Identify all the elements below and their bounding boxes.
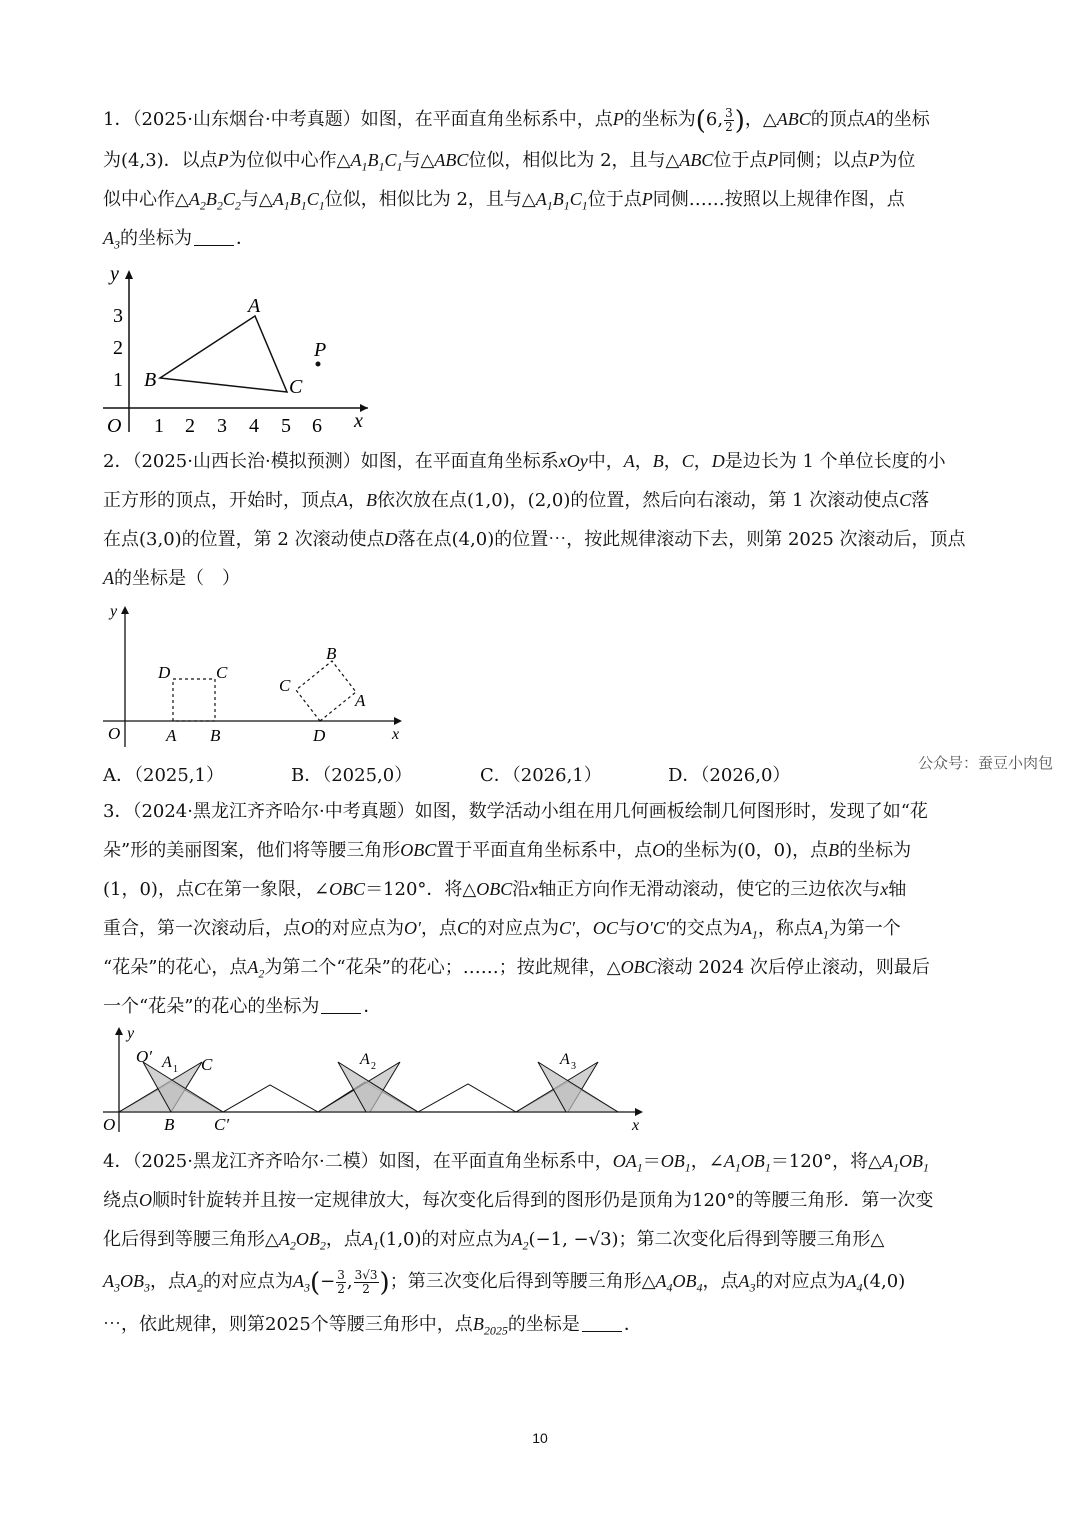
svg-text:A: A: [560, 1051, 570, 1068]
fraction: $\frac{3}{2}$: [725, 105, 733, 134]
svg-text:x: x: [354, 410, 363, 432]
svg-text:1: 1: [154, 415, 164, 437]
flower-3: [516, 1062, 618, 1112]
svg-text:A: A: [248, 295, 261, 317]
figure-q2-rolling-square: [98, 602, 418, 752]
option-b[interactable]: B．（2025,0）: [291, 765, 413, 786]
svg-text:B: B: [210, 726, 221, 745]
answer-blank[interactable]: [321, 997, 361, 1014]
svg-text:C: C: [216, 663, 228, 682]
svg-text:y: y: [110, 603, 118, 620]
svg-text:C: C: [289, 376, 303, 398]
question-1: 1．（2025·山东烟台·中考真题）如图，在平面直角坐标系中，点P的坐标为(6, $\frac{3}{2}$ )，△ABC的顶点A的坐标 为(4,3)．以点P为位似中心作$\triangle A_1B_1C_1$与△ABC位似，相似比为 2，且与△ABC位于点P同侧；以点P为位 似中心作$\triangle A_2B_2C_2$与$\triangle A_1B_1C_1$位似，相似比为 2，且与$\triangle A_1B_1C_1$位于点P同侧……按照以上规律作图，点 $A_3$的坐标为 ．: [103, 105, 930, 252]
option-a[interactable]: A．（2025,1）: [103, 765, 224, 786]
svg-text:x: x: [632, 1117, 640, 1134]
svg-text:4: 4: [249, 415, 259, 437]
svg-text:3: 3: [217, 415, 227, 437]
svg-text:B: B: [164, 1115, 175, 1134]
svg-text:C′: C′: [214, 1115, 230, 1134]
svg-text:5: 5: [281, 415, 291, 437]
answer-blank[interactable]: [582, 1315, 622, 1332]
question-source: （2025·山东烟台·中考真题）: [132, 109, 361, 130]
svg-text:2: 2: [371, 1061, 376, 1072]
question-3: 3．（2024·黑龙江齐齐哈尔·中考真题）如图，数学活动小组在用几何画板绘制几何图形时，发现了如“花 朵”形的美丽图案，他们将等腰三角形OBC置于平面直角坐标系中，点O的坐标为(0，0)，点B的坐标为 (1，0)，点C在第一象限，∠OBC＝120°．将△OBC沿x轴正方向作无滑动滚动，使它的三边依次与x轴 重合，第一次滚动后，点O的对应点为O′，点C的对应点为C′，OC与O′C′的交点为$A_1$，称点$A_1$为第一个 “花朵”的花心，点$A_2$为第二个“花朵”的花心；……；按此规律，△OBC滚动 2024 次后停止滚动，则最后 一个“花朵”的花心的坐标为 ．: [103, 801, 930, 1017]
question-2: 2．（2025·山西长治·模拟预测）如图，在平面直角坐标系xOy中，A，B，C，D是边长为 1 个单位长度的小 正方形的顶点，开始时，顶点A，B依次放在点(1,0)，(2,0)的位置，然后向右滚动，第 1 次滚动使点C落 在点(3,0)的位置，第 2 次滚动使点D落在点(4,0)的位置⋯，按此规律滚动下去，则第 2025 次滚动后，顶点 A的坐标是（ ）: [103, 451, 966, 589]
question-number: 1．: [103, 109, 133, 130]
svg-text:x: x: [392, 726, 400, 743]
fraction: $\frac{3√3}{2}$: [354, 1267, 378, 1296]
svg-text:6: 6: [312, 415, 322, 437]
svg-text:C: C: [279, 676, 291, 695]
svg-text:2: 2: [113, 337, 123, 359]
svg-text:B: B: [326, 644, 337, 663]
svg-text:O: O: [107, 415, 122, 437]
svg-text:O: O: [103, 1115, 116, 1134]
figure-q3-flower-pattern: [98, 1024, 658, 1136]
flower-2: [318, 1062, 418, 1112]
svg-text:O′: O′: [136, 1047, 152, 1066]
svg-text:A: A: [355, 691, 366, 710]
svg-text:2: 2: [185, 415, 195, 437]
svg-text:y: y: [110, 263, 119, 285]
option-d[interactable]: D．（2026,0）: [668, 765, 791, 786]
svg-text:B: B: [144, 369, 157, 391]
option-c[interactable]: C．（2026,1）: [480, 765, 602, 786]
fraction: $\frac{3}{2}$: [337, 1267, 345, 1296]
svg-text:y: y: [127, 1025, 135, 1042]
svg-text:D: D: [313, 726, 326, 745]
figure-q1-coordinate-triangle: [98, 262, 388, 442]
svg-text:A: A: [360, 1051, 370, 1068]
answer-blank[interactable]: [194, 229, 234, 246]
svg-text:3: 3: [113, 305, 123, 327]
svg-text:3: 3: [571, 1061, 576, 1072]
page-number: 10: [532, 1430, 548, 1446]
question-4: 4．（2025·黑龙江齐齐哈尔·二模）如图，在平面直角坐标系中，$OA_1=OB_1$，$\angle A_1OB_1=120^\circ$，将$\triangle A_1OB_1$ 绕点O顺时针旋转并且按一定规律放大，每次变化后得到的图形仍是顶角为120°的等腰三角形．第一次变 化后得到等腰三角形$\triangle A_2OB_2$，点$A_1(1,0)$的对应点为$A_2(-1$, −√3)；第二次变化后得到等腰三角形△ $A_3OB_3$，点$A_2$的对应点为$A_3(-$ $\frac{3}{2}$ , $\frac{3√3}{2}$ )；第三次变化后得到等腰三角形$\triangle A_4OB_4$，点$A_3$的对应点为$A_4(4,0)$ ⋯，依此规律，则第2025个等腰三角形中，点$B_{2025}$的坐标是 ．: [103, 1151, 934, 1338]
watermark: 公众号：蚕豆小肉包: [918, 754, 1054, 772]
svg-text:A: A: [166, 726, 177, 745]
svg-text:D: D: [158, 663, 171, 682]
square-rotated: [296, 661, 356, 721]
svg-text:1: 1: [173, 1064, 178, 1075]
svg-text:O: O: [108, 724, 121, 743]
square-initial: [173, 679, 215, 721]
point-p: [316, 362, 321, 367]
svg-text:C: C: [201, 1055, 213, 1074]
svg-text:1: 1: [113, 369, 123, 391]
svg-text:P: P: [314, 339, 327, 361]
triangle-abc: [160, 316, 287, 392]
svg-text:A: A: [162, 1054, 172, 1071]
